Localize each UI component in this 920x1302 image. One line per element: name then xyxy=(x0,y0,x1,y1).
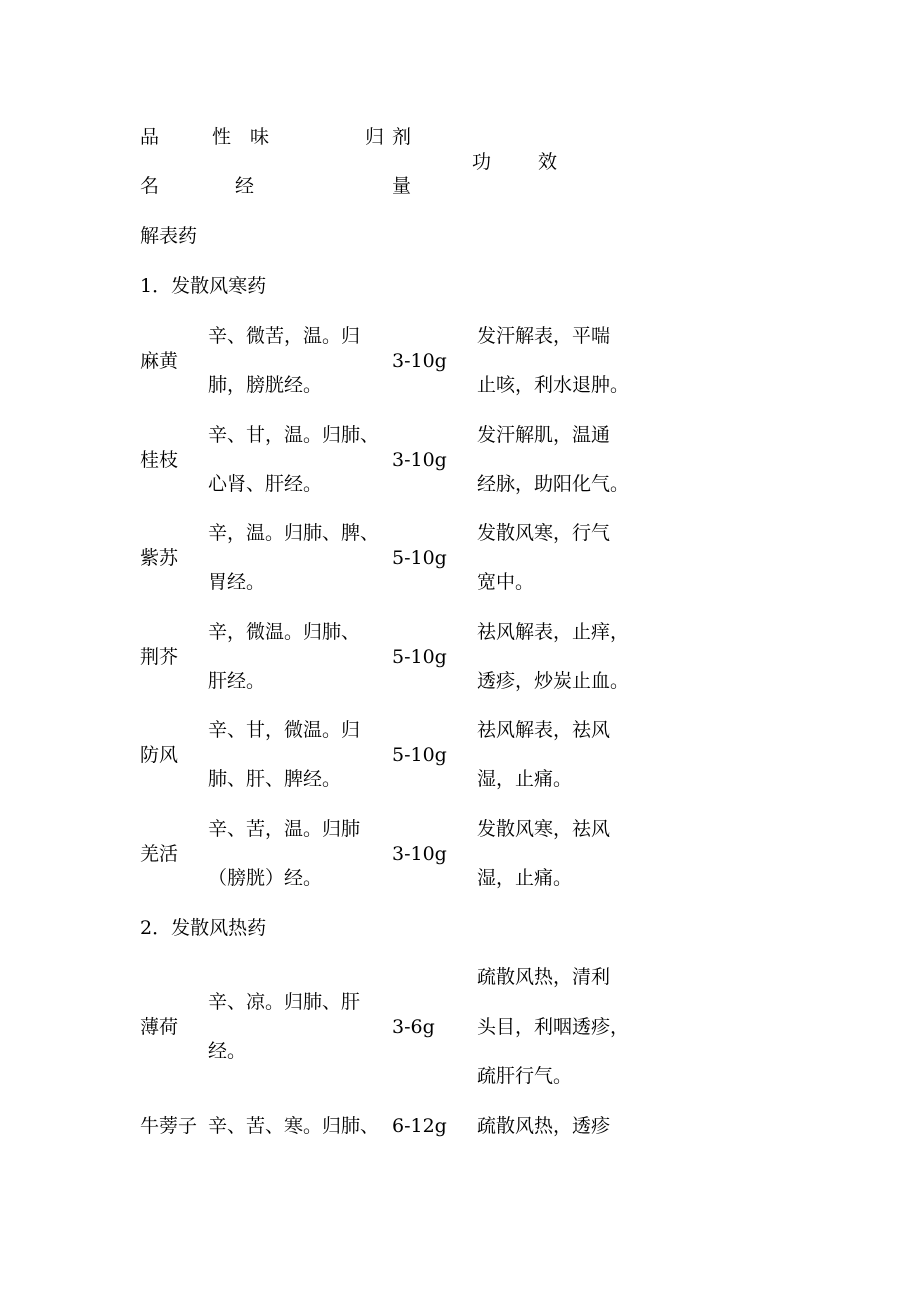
herb-effect-line: 经脉，助阳化气。 xyxy=(477,473,630,495)
herb-dose: 5-10g xyxy=(392,744,447,766)
header-col2-line2: 经 xyxy=(235,175,255,197)
herb-dose: 3-10g xyxy=(392,449,447,471)
herb-effect-line: 头目，利咽透疹， xyxy=(477,1016,630,1038)
herb-effect-line: 发汗解表，平喘 xyxy=(477,325,611,347)
header-col4-b: 效 xyxy=(538,151,558,173)
herb-nature-line: 辛、甘，微温。归 xyxy=(208,719,361,741)
header-col1-line2: 名 xyxy=(140,175,160,197)
herb-nature-line: 经。 xyxy=(208,1040,247,1062)
herb-nature-line: 辛、苦，温。归肺 xyxy=(208,818,361,840)
header-col3-line2: 量 xyxy=(392,175,412,197)
herb-effect-line: 疏散风热，清利 xyxy=(477,966,611,988)
herb-effect-line: 发散风寒，祛风 xyxy=(477,818,611,840)
herb-nature-line: （膀胱）经。 xyxy=(208,867,323,889)
herb-nature-line: 胃经。 xyxy=(208,571,266,593)
header-col2-line1: 性 味 xyxy=(212,126,270,148)
herb-nature-line: 辛，微温。归肺、 xyxy=(208,621,361,643)
herb-effect-line: 疏肝行气。 xyxy=(477,1065,573,1087)
herb-dose: 5-10g xyxy=(392,547,447,569)
herb-effect-line: 透疹，炒炭止血。 xyxy=(477,670,630,692)
herb-dose: 3-10g xyxy=(392,350,447,372)
herb-effect-line: 止咳，利水退肿。 xyxy=(477,374,630,396)
herb-effect-line: 发散风寒，行气 xyxy=(477,522,611,544)
herb-name: 羌活 xyxy=(140,843,179,865)
herb-dose: 3-10g xyxy=(392,843,447,865)
group-title: 2．发散风热药 xyxy=(140,917,267,939)
header-col2-gui: 归 xyxy=(365,126,385,148)
herb-nature-line: 辛，温。归肺、脾、 xyxy=(208,522,380,544)
herb-dose: 5-10g xyxy=(392,646,447,668)
herb-name: 防风 xyxy=(140,744,179,766)
herb-effect-line: 湿，止痛。 xyxy=(477,768,573,790)
herb-nature-line: 辛、凉。归肺、肝 xyxy=(208,991,361,1013)
section-title: 解表药 xyxy=(140,225,198,247)
herb-name: 桂枝 xyxy=(140,449,179,471)
herb-dose: 6-12g xyxy=(392,1115,447,1137)
group-title: 1．发散风寒药 xyxy=(140,275,267,297)
herb-nature-line: 肺、肝、脾经。 xyxy=(208,768,342,790)
header-col3-line1: 剂 xyxy=(392,126,412,148)
herb-nature-line: 辛、甘，温。归肺、 xyxy=(208,424,380,446)
herb-effect-line: 祛风解表，止痒， xyxy=(477,621,630,643)
header-col1-line1: 品 xyxy=(140,126,160,148)
herb-name: 牛蒡子 xyxy=(140,1115,198,1137)
herb-nature-line: 肺，膀胱经。 xyxy=(208,374,323,396)
herb-effect-line: 湿，止痛。 xyxy=(477,867,573,889)
header-col4-a: 功 xyxy=(472,151,492,173)
herb-nature-line: 辛、微苦，温。归 xyxy=(208,325,361,347)
herb-name: 荆芥 xyxy=(140,646,179,668)
herb-name: 薄荷 xyxy=(140,1016,179,1038)
herb-name: 麻黄 xyxy=(140,350,179,372)
herb-nature-line: 心肾、肝经。 xyxy=(208,473,323,495)
herb-effect-line: 发汗解肌，温通 xyxy=(477,424,611,446)
herb-effect-line: 祛风解表，祛风 xyxy=(477,719,611,741)
herb-nature-line: 肝经。 xyxy=(208,670,266,692)
herb-nature-line: 辛、苦、寒。归肺、 xyxy=(208,1115,380,1137)
herb-dose: 3-6g xyxy=(392,1016,435,1038)
herb-effect-line: 宽中。 xyxy=(477,571,535,593)
herb-name: 紫苏 xyxy=(140,547,179,569)
herb-effect-line: 疏散风热，透疹 xyxy=(477,1115,611,1137)
